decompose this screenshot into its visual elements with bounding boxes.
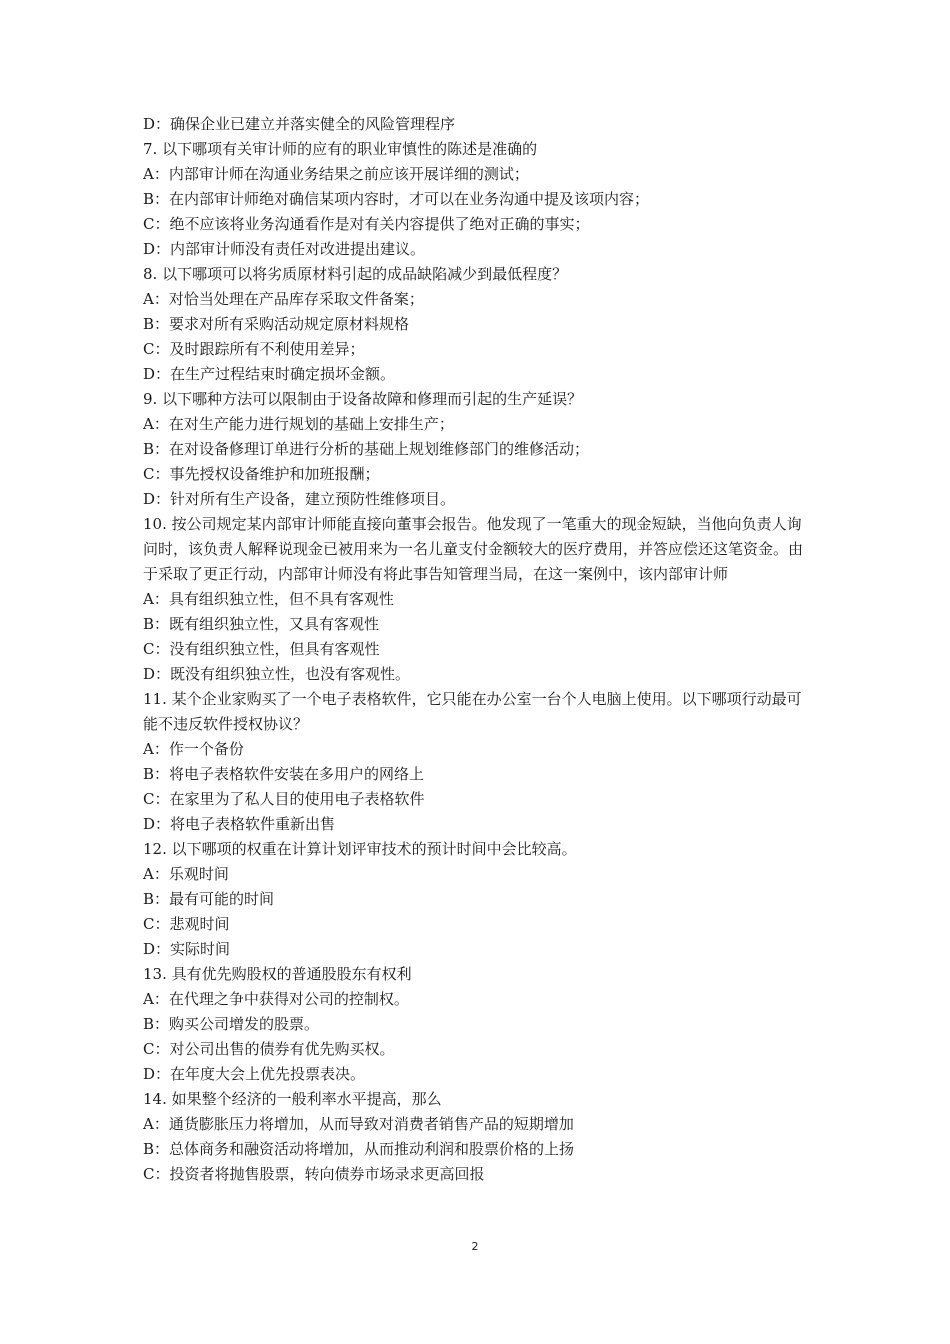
option-b: B：既有组织独立性，又具有客观性 (143, 615, 380, 633)
question-text: 14. 如果整个经济的一般利率水平提高，那么 (143, 1090, 442, 1108)
question-7 (143, 137, 811, 262)
question-text: 8. 以下哪项可以将劣质原材料引起的成品缺陷减少到最低程度？ (143, 265, 568, 283)
question-text: 7. 以下哪项有关审计师的应有的职业审慎性的陈述是准确的 (143, 140, 538, 158)
question-14 (143, 1087, 811, 1187)
option-a: A：内部审计师在沟通业务结果之前应该开展详细的测试； (143, 165, 529, 183)
option-b: B：最有可能的时间 (143, 890, 275, 908)
question-text: 13. 具有优先购股权的普通股股东有权利 (143, 965, 412, 983)
question-12 (143, 837, 811, 962)
option-a: A：对恰当处理在产品库存采取文件备案； (143, 290, 424, 308)
option-c: C：及时跟踪所有不利使用差异； (143, 340, 365, 358)
option-d: D：既没有组织独立性，也没有客观性。 (143, 665, 411, 683)
option-b: B：总体商务和融资活动将增加，从而推动利润和股票价格的上扬 (143, 1140, 575, 1158)
option-c: C：在家里为了私人目的使用电子表格软件 (143, 790, 425, 808)
option-c: C：投资者将抛售股票，转向债券市场录求更高回报 (143, 1165, 485, 1183)
question-13 (143, 962, 811, 1087)
option-a: A：具有组织独立性，但不具有客观性 (143, 590, 394, 608)
option-b: B：购买公司增发的股票。 (143, 1015, 320, 1033)
option-a: A：乐观时间 (143, 865, 229, 883)
option-a: A：在代理之争中获得对公司的控制权。 (143, 990, 409, 1008)
option-d: D：在年度大会上优先投票表决。 (143, 1065, 366, 1083)
question-text: 11. 某个企业家购买了一个电子表格软件，它只能在办公室一台个人电脑上使用。以下哪项行动最可能不违反软件授权协议？ (143, 690, 802, 733)
option-c: C：悲观时间 (143, 915, 230, 933)
option-b: B：在对设备修理订单进行分析的基础上规划维修部门的维修活动； (143, 440, 590, 458)
document-body (143, 112, 811, 1187)
option-a: A：作一个备份 (143, 740, 244, 758)
option-c: C：事先授权设备维护和加班报酬； (143, 465, 380, 483)
question-text: 12. 以下哪项的权重在计算计划评审技术的预计时间中会比较高。 (143, 840, 577, 858)
option-c: C：绝不应该将业务沟通看作是对有关内容提供了绝对正确的事实； (143, 215, 590, 233)
option-a: A：通货膨胀压力将增加，从而导致对消费者销售产品的短期增加 (143, 1115, 574, 1133)
question-10 (143, 512, 811, 687)
option-d-continued: D：确保企业已建立并落实健全的风险管理程序 (143, 115, 456, 133)
option-b: B：在内部审计师绝对确信某项内容时，才可以在业务沟通中提及该项内容； (143, 190, 650, 208)
option-c: C：没有组织独立性，但具有客观性 (143, 640, 380, 658)
question-text: 9. 以下哪种方法可以限制由于设备故障和修理而引起的生产延误？ (143, 390, 583, 408)
option-b: B：将电子表格软件安装在多用户的网络上 (143, 765, 425, 783)
question-9 (143, 387, 811, 512)
question-text: 10. 按公司规定某内部审计师能直接向董事会报告。他发现了一笔重大的现金短缺，当他向负责人询问时，该负责人解释说现金已被用来为一名儿童支付金额较大的医疗费用，并答应偿还这笔资金。由于采取了更正行动，内部审计师没有将此事告知管理当局，在这一案例中，该内部审计师 (143, 515, 804, 583)
option-b: B：要求对所有采购活动规定原材料规格 (143, 315, 410, 333)
question-8 (143, 262, 811, 387)
question-11 (143, 687, 811, 837)
option-d: D：针对所有生产设备，建立预防性维修项目。 (143, 490, 456, 508)
option-d: D：实际时间 (143, 940, 231, 958)
option-a: A：在对生产能力进行规划的基础上安排生产； (143, 415, 454, 433)
option-d: D：将电子表格软件重新出售 (143, 815, 336, 833)
option-c: C：对公司出售的债券有优先购买权。 (143, 1040, 395, 1058)
option-d: D：内部审计师没有责任对改进提出建议。 (143, 240, 426, 258)
page-number: 2 (471, 1240, 479, 1253)
option-d: D：在生产过程结束时确定损坏金额。 (143, 365, 396, 383)
